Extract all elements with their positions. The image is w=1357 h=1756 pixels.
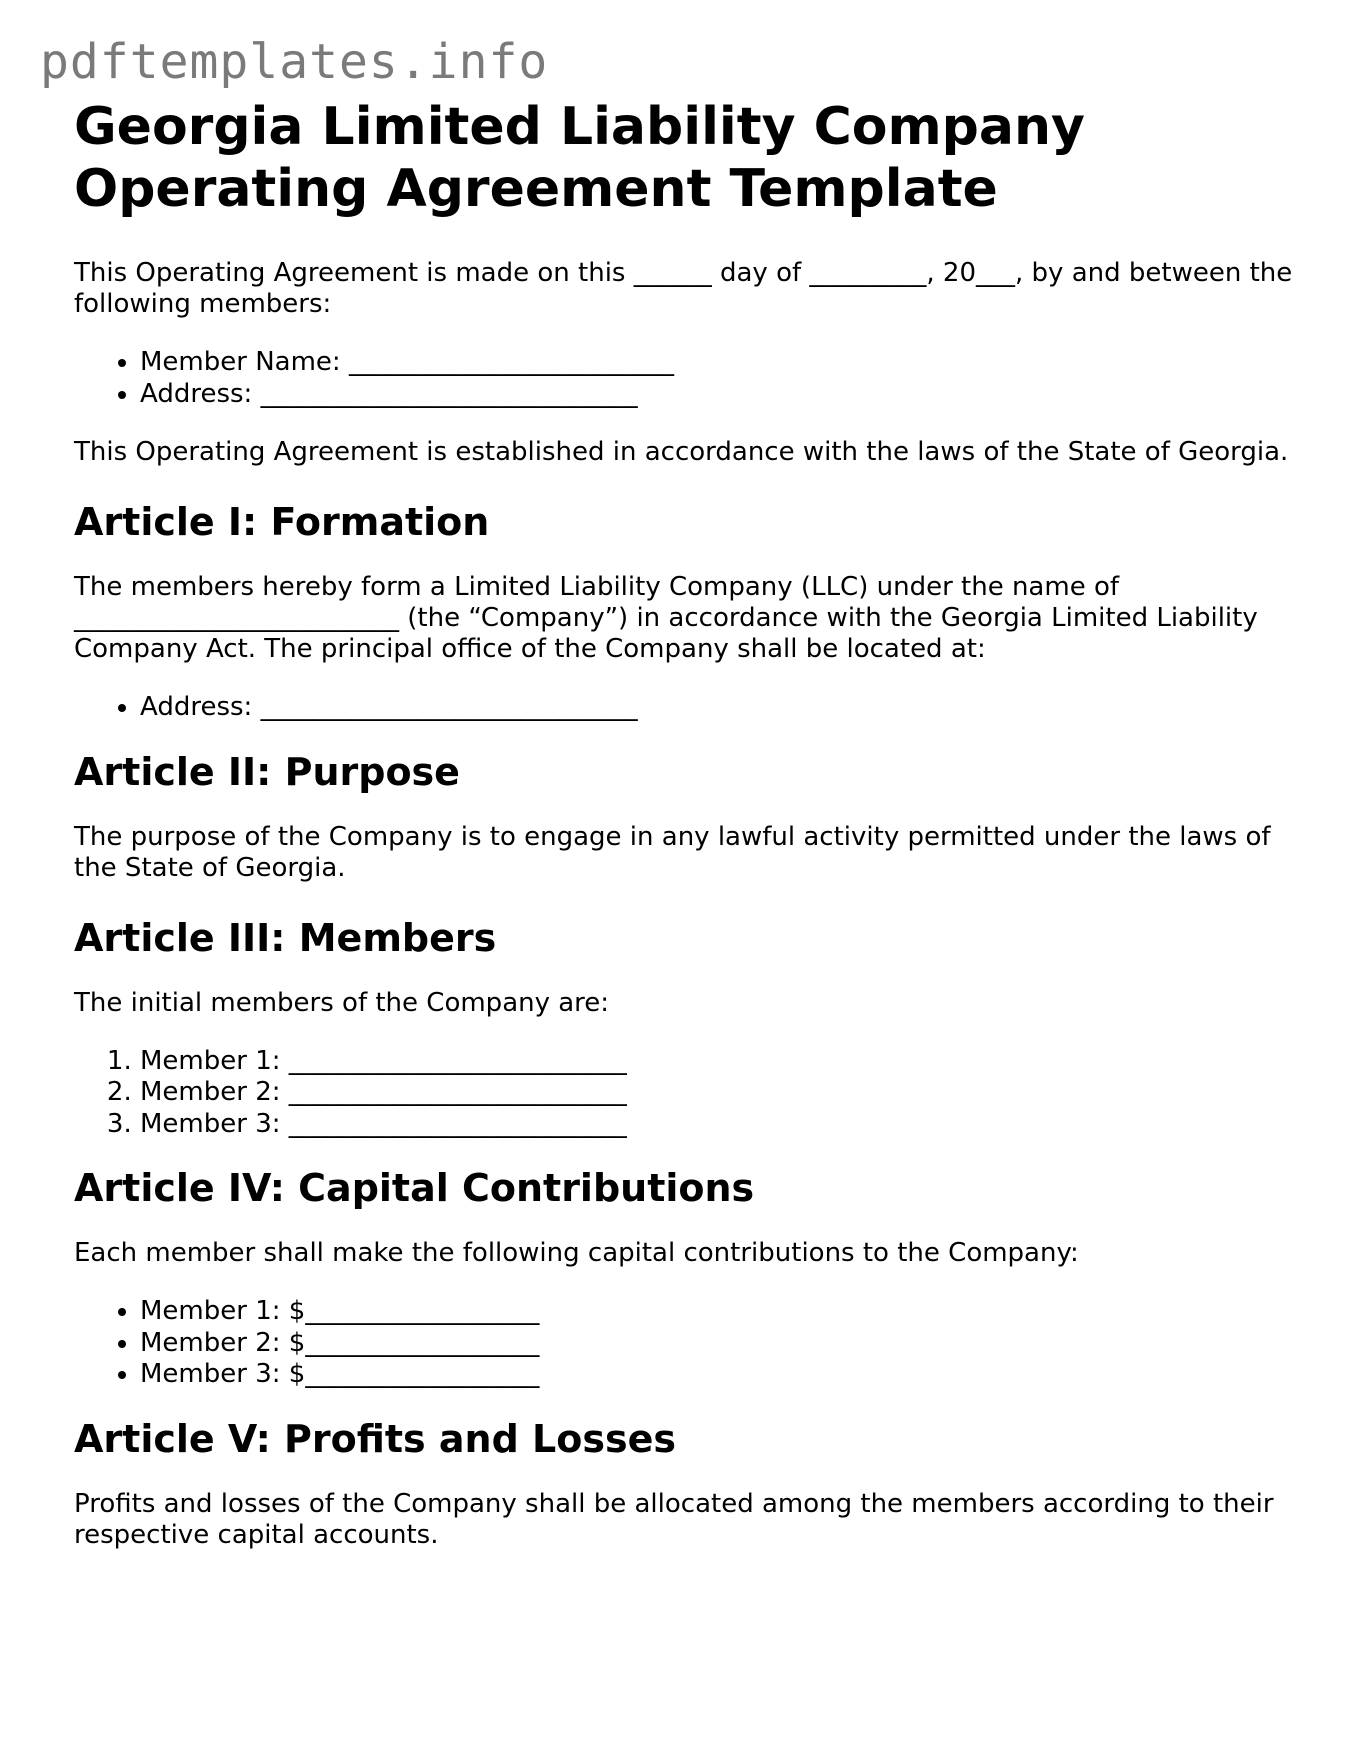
article-4-heading: Article IV: Capital Contributions <box>74 1166 755 1210</box>
intro-paragraph: This Operating Agreement is made on this ______ day of _________, 20___, by and between the following members: <box>74 258 1293 319</box>
list-item: • Address: _____________________________ <box>140 379 1294 411</box>
article-4-list <box>74 1296 1294 1391</box>
list-item: 1. Member 1: __________________________ <box>140 1046 1294 1078</box>
article-1-list <box>74 692 1294 724</box>
article-1-heading: Article I: Formation <box>74 500 490 544</box>
list-item: • Address: _____________________________ <box>140 692 1294 724</box>
document-title <box>74 96 1294 220</box>
article-2-heading: Article II: Purpose <box>74 749 460 794</box>
article-1-text: The members hereby form a Limited Liability Company (LLC) under the name of _________________________ (the “Company”) in accordance with the Georgia Limited Liability Company Act. The principal office of the Company shall be located at: <box>74 572 1258 664</box>
article-4-text: Each member shall make the following capital contributions to the Company: <box>74 1238 1079 1268</box>
list-item: 3. Member 3: __________________________ <box>140 1109 1294 1141</box>
watermark: pdftemplates.info <box>40 34 549 90</box>
article-5-heading: Article V: Profits and Losses <box>74 1416 676 1461</box>
list-item: • Member 3: $__________________ <box>140 1359 1294 1391</box>
established-paragraph: This Operating Agreement is established in accordance with the laws of the State of Georgia. <box>74 437 1289 467</box>
article-3-text: The initial members of the Company are: <box>74 987 610 1018</box>
list-item: • Member 2: $__________________ <box>140 1328 1294 1360</box>
article-2-text: The purpose of the Company is to engage in any lawful activity permitted under the laws of the State of Georgia. <box>74 821 1271 883</box>
intro-member-list <box>74 347 1294 410</box>
article-5-text: Profits and losses of the Company shall be allocated among the members according to their respective capital accounts. <box>74 1488 1274 1550</box>
document-body <box>74 96 1294 1551</box>
article-3-list <box>74 1046 1294 1141</box>
list-item: • Member Name: _________________________ <box>140 347 1294 379</box>
title-line-2: Operating Agreement Template <box>74 159 998 219</box>
list-item: 2. Member 2: __________________________ <box>140 1077 1294 1109</box>
list-item: • Member 1: $__________________ <box>140 1296 1294 1328</box>
title-line-1: Georgia Limited Liability Company <box>74 97 1085 157</box>
article-3-heading: Article III: Members <box>74 915 497 960</box>
